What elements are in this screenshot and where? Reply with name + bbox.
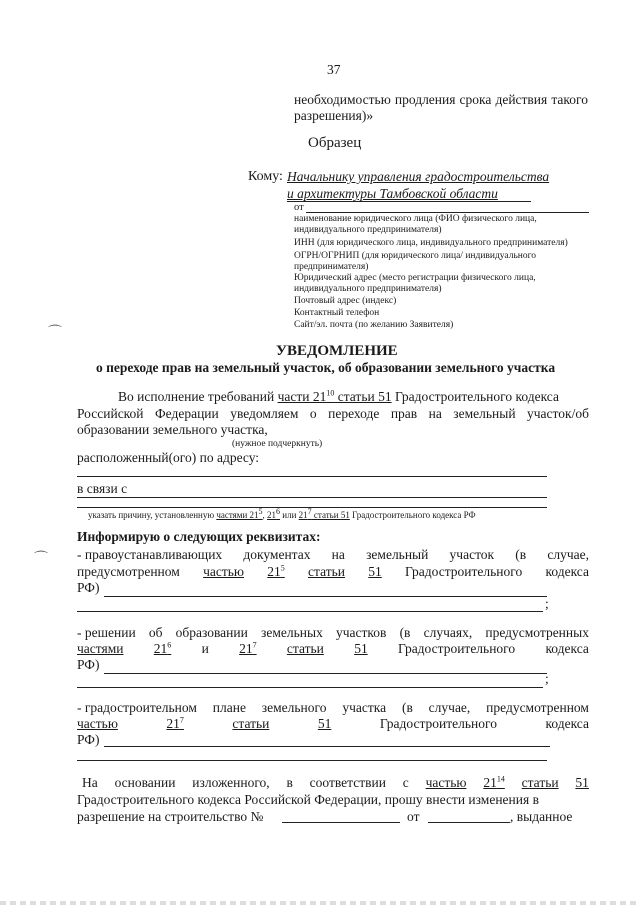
item3-line3: РФ) xyxy=(77,732,100,747)
applicant-field-7: индивидуального предпринимателя) xyxy=(294,284,442,294)
final-line2: Градостроительного кодекса Российской Федерации, прошу внести изменения в xyxy=(77,792,539,807)
document-title: УВЕДОМЛЕНИЕ xyxy=(276,343,398,359)
reason-label: в связи с xyxy=(77,481,128,496)
address-line xyxy=(77,476,547,477)
para1-line1: Во исполнение требований части $21^{10}$ статьи 51 Градостроительного кодекса xyxy=(118,388,559,404)
applicant-field-6: Юридический адрес (место регистрации физического лица, xyxy=(294,273,536,283)
para1-hint: (нужное подчеркнуть) xyxy=(232,439,323,449)
final-line1: На основании изложенного, в соответствии с частью $21^{14}$ статьи 51 xyxy=(82,774,589,790)
item1-line3: РФ) xyxy=(77,580,100,595)
item2-line3: РФ) xyxy=(77,657,100,672)
item1-line-b xyxy=(77,611,543,612)
item2-line-b xyxy=(77,687,543,688)
top-text-line2: разрешения)» xyxy=(294,108,374,123)
permit-number-field xyxy=(282,822,400,823)
applicant-field-4: ОГРН/ОГРНИП (для юридического лица/ индивидуального xyxy=(294,251,537,261)
applicant-field-10: Сайт/эл. почта (по желанию Заявителя) xyxy=(294,320,454,330)
para1-line2: Российской Федерации уведомляем о переходе прав на земельный участок/об xyxy=(77,406,589,421)
top-text-line1: необходимостью продления срока действия такого xyxy=(294,92,588,107)
item3-line-b xyxy=(77,760,547,761)
item2-line2: частями $21^6$ и $21^7$ статьи 51 Градостроительного кодекса xyxy=(77,640,589,656)
applicant-field-8: Почтовый адрес (индекс) xyxy=(294,296,397,306)
item1-line-a xyxy=(104,596,547,597)
item1-line2: предусмотренном частью $21^5$ статьи 51 Градостроительного кодекса xyxy=(77,563,589,579)
final-line3-a: разрешение на строительство № xyxy=(77,809,264,824)
from-label: от xyxy=(294,202,304,213)
item3-line1: - градостроительном плане земельного участка (в случае, предусмотренном xyxy=(77,700,589,715)
item3-line2: частью $21^7$ статьи 51 Градостроительного кодекса xyxy=(77,715,589,731)
final-line3-c: , выданное xyxy=(510,809,573,824)
margin-mark-2: ⌒ xyxy=(34,552,48,567)
reason-line-2 xyxy=(77,507,547,508)
applicant-field-5: предпринимателя) xyxy=(294,262,369,272)
applicant-field-2: индивидуального предпринимателя) xyxy=(294,225,442,235)
item2-end: ; xyxy=(545,671,549,686)
page-number: 37 xyxy=(327,62,341,77)
inform-heading: Информирую о следующих реквизитах: xyxy=(77,529,321,544)
item2-line-a xyxy=(104,673,547,674)
reason-line-1 xyxy=(77,497,547,498)
para1-line3: образовании земельного участка, xyxy=(77,422,268,437)
reason-hint: указать причину, установленную частями $21^5$, $21^6$ или $21^7$ статьи 51 Градостроительного кодекса РФ xyxy=(88,507,476,520)
permit-date-field xyxy=(428,822,510,823)
item1-end: ; xyxy=(545,596,549,611)
scan-edge xyxy=(0,901,639,905)
sample-label: Образец xyxy=(308,135,362,151)
applicant-field-3: ИНН (для юридического лица, индивидуального предпринимателя) xyxy=(294,238,568,248)
final-line3-b: от xyxy=(407,809,420,824)
recipient-line2: и архитектуры Тамбовской области xyxy=(287,186,498,201)
applicant-field-1: наименование юридического лица (ФИО физического лица, xyxy=(294,214,537,224)
document-subtitle: о переходе прав на земельный участок, об образовании земельного участка xyxy=(96,360,556,375)
para1-line4: расположенный(ого) по адресу: xyxy=(77,450,260,465)
from-line xyxy=(306,212,589,213)
applicant-field-9: Контактный телефон xyxy=(294,308,380,318)
item1-line1: - правоустанавливающих документах на земельный участок (в случае, xyxy=(77,547,589,562)
recipient-underline xyxy=(287,201,531,202)
recipient-line1: Начальнику управления градостроительства xyxy=(287,169,550,184)
recipient-label: Кому: xyxy=(248,169,283,184)
margin-mark-1: ⌒ xyxy=(48,326,62,341)
item2-line1: - решении об образовании земельных участков (в случаях, предусмотренных xyxy=(77,625,589,640)
item3-line-a xyxy=(104,746,550,747)
